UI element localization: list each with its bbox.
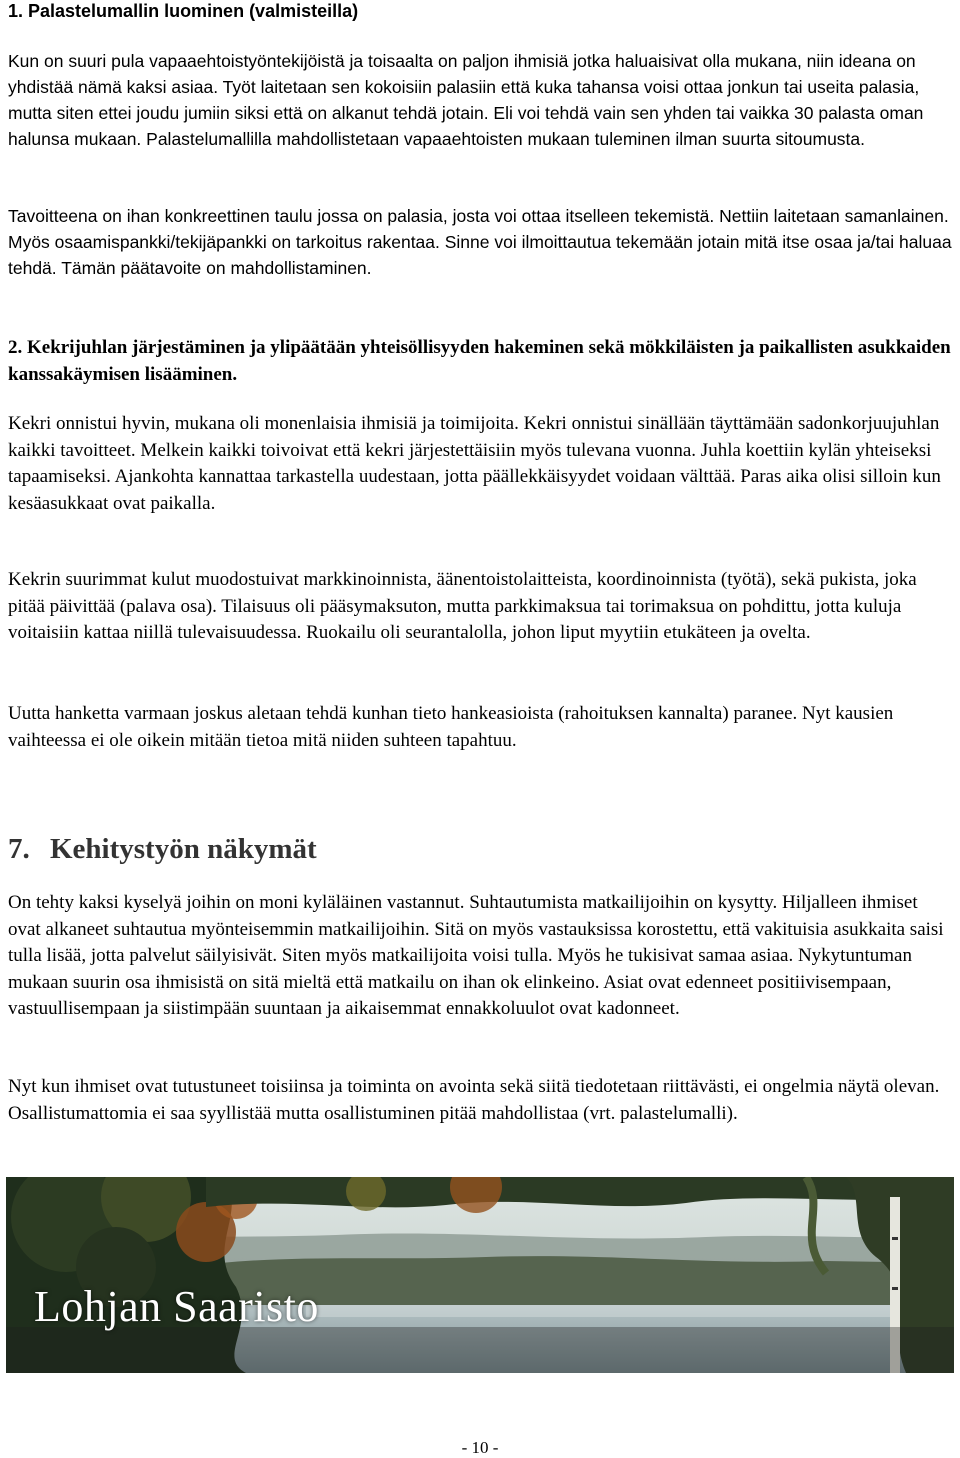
lake-landscape-image [6, 1177, 954, 1373]
section-1-paragraph-2: Tavoitteena on ihan konkreettinen taulu jossa on palasia, josta voi ottaa itselleen tekemistä. Nettiin laitetaan samanlainen. Myös osaamispankki/tekijäpankki on tarkoitus rakentaa. Sinne voi ilmoittautua tekemään jotain mitä itse osaa ja/tai haluaa tehdä. Tämän päätavoite on mahdollistaminen. [8, 206, 952, 278]
lake-banner-photo [6, 1177, 954, 1373]
page-number: - 10 - [461, 1438, 499, 1457]
section-7-title: Kehitystyön näkymät [50, 833, 317, 865]
section-7-paragraph-1: On tehty kaksi kyselyä joihin on moni kyläläinen vastannut. Suhtautumista matkailijoihin on kysytty. Hiljalleen ihmiset ovat alkaneet suhtautua myönteisemmin matkailijoihin. Sitä on myös vastauksissa korostettu, että vakituisia asukkaita saisi tulla lisää, jotta palvelut säilyisivät. Siten myös matkailijoita voisi tulla. Myös he tukisivat samaa asiaa. Nykytuntuman mukaan suurin osa ihmisistä on sitä mieltä että matkailu on ihan ok elinkeino. Asiat ovat edenneet positiivisempaan, vastuullisempaan ja siistimpään suuntaan ja aikaisemmat ennakkoluulot ovat kadonneet. [8, 892, 944, 1019]
section-7-number: 7. [8, 833, 30, 865]
section-7-heading [8, 832, 317, 866]
section-1-paragraph-1: Kun on suuri pula vapaaehtoistyöntekijöistä ja toisaalta on paljon ihmisiä jotka haluaisivat olla mukana, niin ideana on yhdistää nämä kaksi asiaa. Työt laitetaan sen kokoisiin palasiin että kuka tahansa voisi ottaa jonkun tai useita palasia, mutta siten ettei joudu jumiin siksi että on alkanut tehdä jotain. Eli voi tehdä vain sen yhden tai vaikka 30 palasta oman halunsa mukaan. Palastelumallilla mahdollistetaan vapaaehtoisten mukaan tuleminen ilman suurta sitoumusta. [8, 51, 924, 149]
section-2-paragraph-3: Uutta hanketta varmaan joskus aletaan tehdä kunhan tieto hankeasioista (rahoituksen kannalta) paranee. Nyt kausien vaihteessa ei ole oikein mitään tietoa mitä niiden suhteen tapahtuu. [8, 703, 894, 751]
lohjan-saaristo-logo: Lohjan Saaristo [34, 1282, 319, 1331]
section-2-paragraph-1: Kekri onnistui hyvin, mukana oli monenlaisia ihmisiä ja toimijoita. Kekri onnistui sinällään täyttämään sadonkorjuujuhlan kaikki tavoitteet. Melkein kaikki toivoivat että kekri järjestettäisiin myös tulevana vuonna. Juhla koettiin kylän yhteiseksi tapaamiseksi. Ajankohta kannattaa tarkastella uudestaan, jotta päällekkäisyydet voidaan välttää. Paras aika olisi silloin kun kesäasukkaat ovat paikalla. [8, 413, 941, 514]
section-2-paragraph-2: Kekrin suurimmat kulut muodostuivat markkinoinnista, äänentoistolaitteista, koordinoinnista (työtä), sekä pukista, joka pitää päivittää (palava osa). Tilaisuus oli pääsymaksuton, mutta parkkimaksua tai torimaksua on pohdittu, jotta kuluja voitaisiin kattaa niillä tulevaisuudessa. Ruokailu oli seurantalolla, johon liput myytiin etukäteen ja ovelta. [8, 569, 917, 643]
section-7-paragraph-2: Nyt kun ihmiset ovat tutustuneet toisiinsa ja toiminta on avointa sekä siitä tiedotetaan riittävästi, ei ongelmia näytä olevan. Osallistumattomia ei saa syyllistää mutta osallistuminen pitää mahdollistaa (vrt. palastelumalli). [8, 1076, 940, 1124]
section-2-heading: 2. Kekrijuhlan järjestäminen ja ylipäätään yhteisöllisyyden hakeminen sekä mökkiläisten ja paikallisten asukkaiden kanssakäymisen lisääminen. [8, 337, 951, 385]
section-1-heading: 1. Palastelumallin luominen (valmisteilla) [8, 1, 359, 21]
